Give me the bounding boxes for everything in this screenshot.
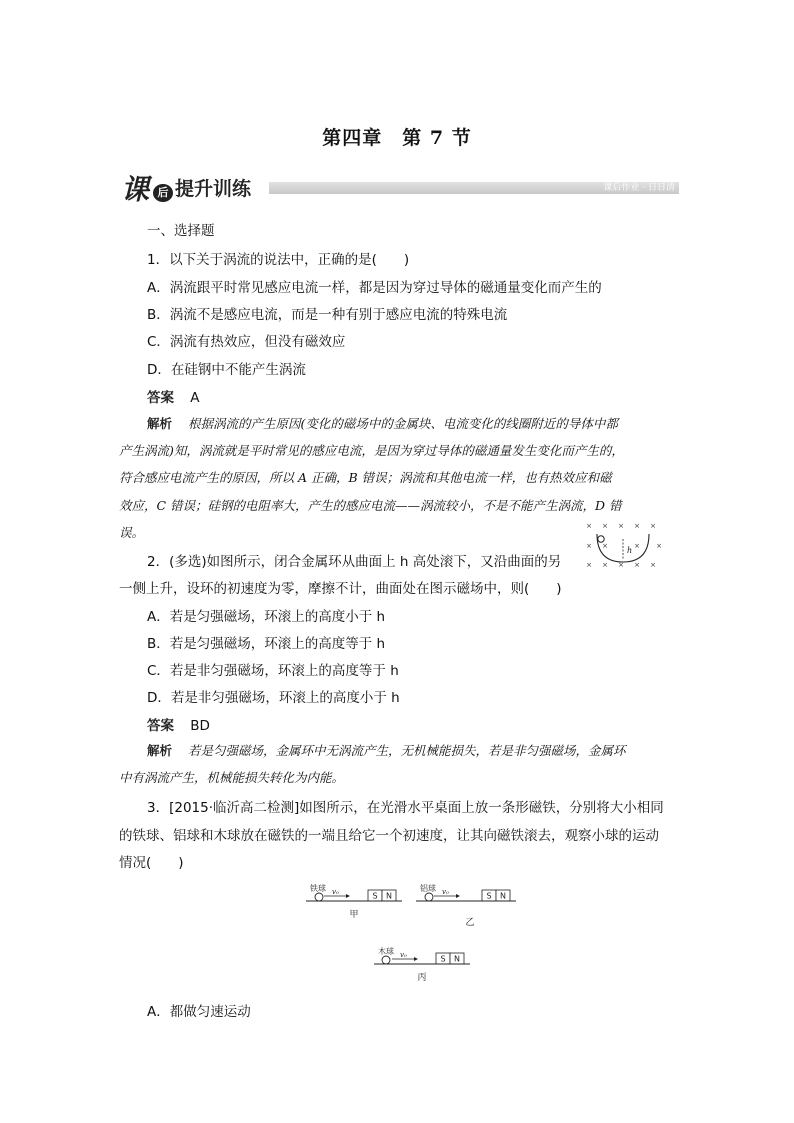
q1-option-d: D．在硅钢中不能产生涡流 [147,362,306,378]
q2-stem-line-2: 一侧上升，设环的初速度为零，摩擦不计，曲面处在图示磁场中，则( ) [119,581,562,597]
banner-tag: 课后作业 · 日日清 [603,183,675,193]
q2-analysis-text-1: 若是匀强磁场，金属环中无涡流产生，无机械能损失，若是非匀强磁场，金属环 [188,743,626,758]
q2-option-c: C．若是非匀强磁场，环滚上的高度等于 h [147,663,399,679]
banner-logo: 课 [121,173,150,206]
q1-answer [147,386,200,406]
q1-stem: 1．以下关于涡流的说法中，正确的是( ) [147,252,410,268]
svg-text:×: × [618,561,624,569]
q1-answer-value: A [190,390,200,406]
q2-analysis-line-2: 中有涡流产生，机械能损失转化为内能。 [119,770,345,785]
svg-text:×: × [650,561,656,569]
q1-analysis-line-3: 符合感应电流产生的原因，所以 A 正确，B 错误；涡流和其他电流一样，也有热效应和磁 [119,470,612,485]
height-label: h [627,546,633,555]
pole-s-label: S [486,891,492,901]
section-banner [119,166,679,210]
velocity-label: v₀ [332,888,339,896]
panel-iron-ball [306,883,402,920]
q2-answer-value: BD [190,718,210,734]
q1-option-c: C．涡流有热效应，但没有磁效应 [147,334,346,350]
banner-title: 提升训练 [175,178,252,200]
magnetic-field-figure [583,518,667,570]
pole-s-label: S [372,891,378,901]
q1-option-a: A．涡流跟平时常见感应电流一样，都是因为穿过导体的磁通量变化而产生的 [147,280,602,296]
svg-text:×: × [650,522,656,530]
svg-text:×: × [602,561,608,569]
q3-stem-line-1: 3．[2015·临沂高二检测]如图所示，在光滑水平桌面上放一条形磁铁，分别将大小相同 [147,800,664,816]
svg-text:×: × [656,542,662,550]
q1-analysis-line-1 [147,414,618,432]
iron-ball-label: 铁球 [310,884,326,893]
q1-analysis-label: 解析 [147,416,173,431]
section-heading: 一、选择题 [147,223,215,239]
caption-jia: 甲 [349,910,359,920]
q1-analysis-line-4: 效应，C 错误；硅钢的电阻率大，产生的感应电流——涡流较小，不是不能产生涡流，D 错 [119,498,622,513]
svg-text:×: × [602,522,608,530]
svg-text:×: × [634,561,640,569]
page-title: 第四章 第 7 节 [322,127,472,149]
q2-analysis-label: 解析 [147,743,173,758]
balls-magnet-figure [302,880,522,988]
q2-answer [147,714,210,734]
svg-text:×: × [586,522,592,530]
metal-ring [598,536,604,542]
svg-text:×: × [602,542,608,550]
svg-text:×: × [618,522,624,530]
q1-analysis-text-1: 根据涡流的产生原因(变化的磁场中的金属块、电流变化的线圈附近的导体中都 [188,416,618,431]
q2-option-a: A．若是匀强磁场，环滚上的高度小于 h [147,609,386,625]
svg-text:×: × [586,542,592,550]
q3-stem-line-3: 情况( ) [119,855,184,871]
q3-stem-line-2: 的铁球、铝球和木球放在磁铁的一端且给它一个初速度，让其向磁铁滚去，观察小球的运动 [119,828,659,844]
pole-n-label: N [454,954,460,964]
panel-wood-ball [374,946,470,983]
svg-text:×: × [634,522,640,530]
q1-analysis-line-5: 误。 [119,525,145,540]
pole-n-label: N [386,891,392,901]
svg-text:×: × [634,542,640,550]
svg-text:×: × [586,561,592,569]
velocity-label: v₀ [400,951,407,959]
pole-s-label: S [440,954,446,964]
caption-bing: 丙 [417,973,427,983]
q1-answer-label: 答案 [147,390,174,406]
velocity-label: v₀ [442,888,449,896]
q1-analysis-line-2: 产生涡流)知，涡流就是平时常见的感应电流，是因为穿过导体的磁通量发生变化而产生的， [119,443,624,458]
q2-option-b: B．若是匀强磁场，环滚上的高度等于 h [147,636,386,652]
q1-option-b: B．涡流不是感应电流，而是一种有别于感应电流的特殊电流 [147,307,508,323]
caption-yi: 乙 [465,918,475,928]
wood-ball-label: 木球 [378,947,394,956]
banner-logo-badge: 后 [153,184,173,202]
panel-aluminum-ball [416,883,516,928]
aluminum-ball-label: 铝球 [420,884,436,893]
pole-n-label: N [500,891,506,901]
q2-analysis-line-1 [147,741,626,759]
q3-option-a: A．都做匀速运动 [147,1004,251,1020]
q2-answer-label: 答案 [147,718,174,734]
q2-stem-line-1: 2．(多选)如图所示，闭合金属环从曲面上 h 高处滚下，又沿曲面的另 [147,554,562,570]
q2-option-d: D．若是非匀强磁场，环滚上的高度小于 h [147,690,400,706]
